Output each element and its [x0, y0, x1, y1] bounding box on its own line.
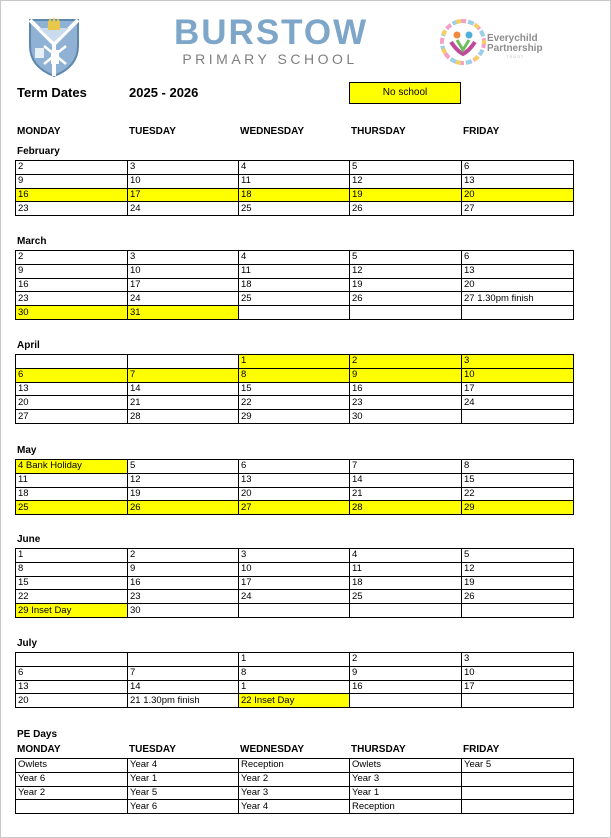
partnership-name	[487, 34, 543, 54]
cell-thursday	[350, 306, 462, 320]
cell-monday	[16, 800, 128, 814]
cell-friday: 8	[462, 460, 574, 474]
cell-thursday	[350, 604, 462, 618]
cell-monday: 20	[16, 694, 128, 708]
cell-monday: Year 2	[16, 786, 128, 800]
cell-thursday: Reception	[350, 800, 462, 814]
partnership-logo	[439, 18, 487, 66]
cell-tuesday: Year 1	[128, 772, 239, 786]
pe-day-headers	[16, 744, 572, 758]
cell-thursday: 23	[350, 396, 462, 410]
cell-friday: 3	[462, 355, 574, 369]
cell-wednesday: 22	[239, 396, 350, 410]
cell-friday: 27 1.30pm finish	[462, 292, 574, 306]
cell-friday: 27	[462, 202, 574, 216]
cell-wednesday: 10	[239, 562, 350, 576]
cell-thursday: 9	[350, 368, 462, 382]
pe-header-wednesday: WEDNESDAY	[240, 744, 305, 755]
cell-tuesday: 21 1.30pm finish	[128, 694, 239, 708]
cell-thursday: 26	[350, 202, 462, 216]
partnership-name-line1: Everychild	[487, 33, 538, 44]
cell-friday: 17	[462, 382, 574, 396]
table-row	[16, 487, 574, 501]
partnership-name-line2: Partnership	[487, 43, 543, 54]
cell-wednesday: 13	[239, 473, 350, 487]
cell-monday: 8	[16, 562, 128, 576]
cell-tuesday: 17	[128, 188, 239, 202]
cell-friday: 17	[462, 680, 574, 694]
cell-wednesday: Year 3	[239, 786, 350, 800]
table-row	[16, 772, 574, 786]
cell-friday: 10	[462, 368, 574, 382]
cell-tuesday	[128, 653, 239, 667]
cell-friday	[462, 800, 574, 814]
cell-thursday: 19	[350, 278, 462, 292]
cell-friday: 10	[462, 666, 574, 680]
cell-tuesday: 31	[128, 306, 239, 320]
cell-wednesday: 15	[239, 382, 350, 396]
cell-monday: 20	[16, 396, 128, 410]
table-row	[16, 653, 574, 667]
cell-monday: 22	[16, 590, 128, 604]
month-label-march: March	[17, 236, 47, 247]
cell-monday: 9	[16, 264, 128, 278]
day-headers	[16, 126, 572, 140]
cell-wednesday: 18	[239, 278, 350, 292]
cell-thursday: 9	[350, 666, 462, 680]
cell-monday: 23	[16, 202, 128, 216]
cell-friday: 13	[462, 264, 574, 278]
cell-monday: 25	[16, 501, 128, 515]
cell-friday: 29	[462, 501, 574, 515]
cell-thursday: Year 1	[350, 786, 462, 800]
cell-thursday: 12	[350, 174, 462, 188]
table-row	[16, 501, 574, 515]
cell-friday: 15	[462, 473, 574, 487]
table-row	[16, 759, 574, 773]
partnership-trust-label: TRUST	[506, 54, 525, 59]
table-row	[16, 800, 574, 814]
cell-monday: 23	[16, 292, 128, 306]
pe-days-table	[15, 758, 574, 814]
cell-tuesday: 3	[128, 251, 239, 265]
cell-thursday: 25	[350, 590, 462, 604]
table-row	[16, 202, 574, 216]
cell-tuesday: 26	[128, 501, 239, 515]
cell-thursday: 26	[350, 292, 462, 306]
cell-tuesday: 10	[128, 174, 239, 188]
cell-friday: 5	[462, 549, 574, 563]
table-row	[16, 161, 574, 175]
cell-tuesday: 14	[128, 680, 239, 694]
cell-tuesday: 7	[128, 666, 239, 680]
cell-wednesday: 8	[239, 666, 350, 680]
table-row	[16, 576, 574, 590]
cell-monday: 15	[16, 576, 128, 590]
cell-thursday: 30	[350, 410, 462, 424]
calendar-table-march	[15, 250, 574, 320]
cell-monday	[16, 653, 128, 667]
cell-tuesday: 3	[128, 161, 239, 175]
cell-wednesday: 6	[239, 460, 350, 474]
cell-monday: 13	[16, 382, 128, 396]
cell-wednesday	[239, 306, 350, 320]
month-label-february: February	[17, 146, 60, 157]
cell-monday: 30	[16, 306, 128, 320]
pe-header-monday: MONDAY	[17, 744, 61, 755]
cell-wednesday: 8	[239, 368, 350, 382]
table-row	[16, 251, 574, 265]
cell-thursday	[350, 694, 462, 708]
cell-thursday: 18	[350, 576, 462, 590]
cell-friday: 3	[462, 653, 574, 667]
month-label-april: April	[17, 340, 40, 351]
cell-wednesday: 20	[239, 487, 350, 501]
cell-monday: 4 Bank Holiday	[16, 460, 128, 474]
cell-thursday: 28	[350, 501, 462, 515]
cell-friday	[462, 306, 574, 320]
cell-monday: Year 6	[16, 772, 128, 786]
cell-wednesday	[239, 604, 350, 618]
cell-monday: 1	[16, 549, 128, 563]
cell-wednesday: Year 2	[239, 772, 350, 786]
cell-thursday: 11	[350, 562, 462, 576]
cell-monday: 16	[16, 278, 128, 292]
table-row	[16, 368, 574, 382]
cell-tuesday: 28	[128, 410, 239, 424]
table-row	[16, 292, 574, 306]
cell-tuesday: 24	[128, 292, 239, 306]
cell-tuesday: 10	[128, 264, 239, 278]
day-header-friday: FRIDAY	[463, 126, 500, 137]
cell-thursday: 14	[350, 473, 462, 487]
cell-wednesday: 4	[239, 251, 350, 265]
table-row	[16, 188, 574, 202]
month-label-july: July	[17, 638, 38, 649]
cell-wednesday: 18	[239, 188, 350, 202]
cell-thursday: 16	[350, 680, 462, 694]
cell-tuesday: 16	[128, 576, 239, 590]
academic-year: 2025 - 2026	[129, 85, 199, 100]
cell-tuesday: 5	[128, 460, 239, 474]
pe-days-title: PE Days	[17, 729, 58, 740]
cell-monday: 9	[16, 174, 128, 188]
cell-friday: 26	[462, 590, 574, 604]
cell-friday: 19	[462, 576, 574, 590]
cell-tuesday: 19	[128, 487, 239, 501]
table-row	[16, 786, 574, 800]
cell-monday: 18	[16, 487, 128, 501]
cell-tuesday: 2	[128, 549, 239, 563]
cell-thursday: 5	[350, 251, 462, 265]
cell-friday	[462, 410, 574, 424]
cell-friday: 13	[462, 174, 574, 188]
table-row	[16, 410, 574, 424]
cell-monday: 27	[16, 410, 128, 424]
cell-wednesday: 3	[239, 549, 350, 563]
table-row	[16, 382, 574, 396]
cell-tuesday	[128, 355, 239, 369]
table-row	[16, 264, 574, 278]
cell-friday: 12	[462, 562, 574, 576]
cell-monday: 6	[16, 368, 128, 382]
cell-tuesday: 17	[128, 278, 239, 292]
pe-header-tuesday: TUESDAY	[129, 744, 176, 755]
month-label-june: June	[17, 534, 41, 545]
cell-tuesday: 30	[128, 604, 239, 618]
calendar-table-june	[15, 548, 574, 618]
calendar-table-may	[15, 459, 574, 515]
cell-thursday: 7	[350, 460, 462, 474]
cell-wednesday: 17	[239, 576, 350, 590]
cell-wednesday: 11	[239, 174, 350, 188]
calendar-table-february	[15, 160, 574, 216]
cell-friday	[462, 694, 574, 708]
cell-friday	[462, 772, 574, 786]
cell-friday: 6	[462, 251, 574, 265]
table-row	[16, 306, 574, 320]
cell-thursday: 5	[350, 161, 462, 175]
cell-friday: 20	[462, 188, 574, 202]
cell-thursday: 16	[350, 382, 462, 396]
cell-wednesday: 1	[239, 355, 350, 369]
cell-monday: 11	[16, 473, 128, 487]
day-header-monday: MONDAY	[17, 126, 61, 137]
cell-wednesday: 24	[239, 590, 350, 604]
table-row	[16, 549, 574, 563]
calendar-table-april	[15, 354, 574, 424]
table-row	[16, 396, 574, 410]
cell-thursday: 4	[350, 549, 462, 563]
cell-tuesday: Year 4	[128, 759, 239, 773]
table-row	[16, 355, 574, 369]
cell-monday: 29 Inset Day	[16, 604, 128, 618]
no-school-legend: No school	[349, 82, 461, 104]
cell-wednesday: Reception	[239, 759, 350, 773]
cell-friday: 6	[462, 161, 574, 175]
table-row	[16, 174, 574, 188]
school-subtitle: PRIMARY SCHOOL	[182, 51, 358, 67]
cell-friday	[462, 604, 574, 618]
cell-thursday: 21	[350, 487, 462, 501]
cell-tuesday: 21	[128, 396, 239, 410]
school-crest-logo	[27, 16, 81, 78]
cell-thursday: 12	[350, 264, 462, 278]
cell-wednesday: 25	[239, 202, 350, 216]
cell-wednesday: 27	[239, 501, 350, 515]
cell-tuesday: 12	[128, 473, 239, 487]
cell-tuesday: 24	[128, 202, 239, 216]
cell-monday: 2	[16, 251, 128, 265]
day-header-wednesday: WEDNESDAY	[240, 126, 305, 137]
day-header-tuesday: TUESDAY	[129, 126, 176, 137]
table-row	[16, 562, 574, 576]
cell-friday: 22	[462, 487, 574, 501]
cell-thursday: Year 3	[350, 772, 462, 786]
cell-tuesday: Year 6	[128, 800, 239, 814]
cell-wednesday: 29	[239, 410, 350, 424]
cell-tuesday: 7	[128, 368, 239, 382]
cell-friday: 20	[462, 278, 574, 292]
table-row	[16, 278, 574, 292]
cell-friday: Year 5	[462, 759, 574, 773]
cell-tuesday: 23	[128, 590, 239, 604]
term-dates-title: Term Dates	[17, 85, 87, 100]
cell-wednesday: 11	[239, 264, 350, 278]
cell-monday: 2	[16, 161, 128, 175]
day-header-thursday: THURSDAY	[351, 126, 406, 137]
month-label-may: May	[17, 445, 37, 456]
cell-monday: 13	[16, 680, 128, 694]
cell-friday: 24	[462, 396, 574, 410]
table-row	[16, 460, 574, 474]
cell-thursday: 19	[350, 188, 462, 202]
cell-wednesday: 22 Inset Day	[239, 694, 350, 708]
cell-wednesday: 25	[239, 292, 350, 306]
cell-monday: Owlets	[16, 759, 128, 773]
calendar-table-july	[15, 652, 574, 708]
cell-thursday: Owlets	[350, 759, 462, 773]
table-row	[16, 473, 574, 487]
cell-wednesday: 1	[239, 653, 350, 667]
pe-header-friday: FRIDAY	[463, 744, 500, 755]
table-row	[16, 666, 574, 680]
cell-monday: 16	[16, 188, 128, 202]
cell-wednesday: 4	[239, 161, 350, 175]
cell-tuesday: 14	[128, 382, 239, 396]
table-row	[16, 590, 574, 604]
cell-thursday: 2	[350, 653, 462, 667]
school-name: BURSTOW	[174, 13, 369, 52]
table-row	[16, 680, 574, 694]
cell-wednesday: 1	[239, 680, 350, 694]
table-row	[16, 694, 574, 708]
cell-tuesday: 9	[128, 562, 239, 576]
cell-wednesday: Year 4	[239, 800, 350, 814]
cell-tuesday: Year 5	[128, 786, 239, 800]
cell-friday	[462, 786, 574, 800]
cell-thursday: 2	[350, 355, 462, 369]
cell-monday: 6	[16, 666, 128, 680]
table-row	[16, 604, 574, 618]
pe-header-thursday: THURSDAY	[351, 744, 406, 755]
cell-monday	[16, 355, 128, 369]
